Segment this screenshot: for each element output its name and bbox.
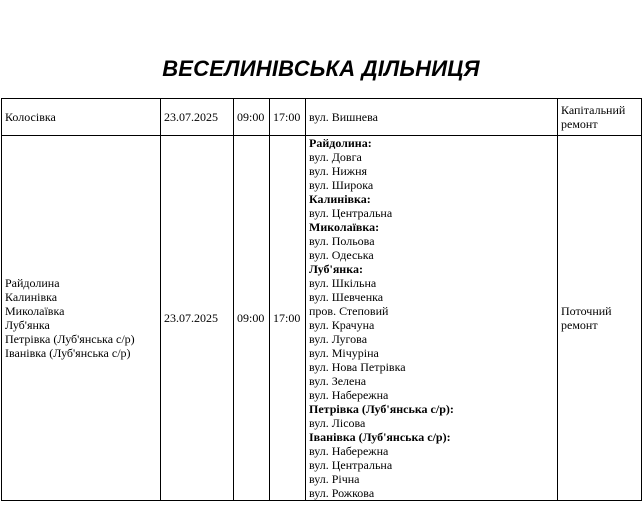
street-name: вул. Мічуріна bbox=[309, 346, 379, 360]
date-cell: 23.07.2025 bbox=[161, 99, 234, 136]
street-name: вул. Центральна bbox=[309, 206, 393, 220]
street-name: вул. Рожкова bbox=[309, 486, 375, 500]
street-name: вул. Одеська bbox=[309, 248, 374, 262]
locations-cell bbox=[2, 136, 161, 501]
street-name: вул. Набережна bbox=[309, 444, 389, 458]
end-time-cell: 17:00 bbox=[270, 99, 306, 136]
location-name: Райдолина bbox=[5, 276, 60, 290]
village-heading: Луб'янка: bbox=[309, 262, 363, 276]
street-name: вул. Шевченка bbox=[309, 290, 384, 304]
village-heading: Миколаївка: bbox=[309, 220, 380, 234]
table-row bbox=[2, 136, 642, 501]
street-name: вул. Лугова bbox=[309, 332, 368, 346]
end-time-cell: 17:00 bbox=[270, 136, 306, 501]
street-name: вул. Набережна bbox=[309, 388, 389, 402]
street-name: вул. Вишнева bbox=[309, 110, 378, 124]
work-type-cell: Капітальний ремонт bbox=[558, 99, 642, 136]
locations-cell bbox=[2, 99, 161, 136]
streets-cell bbox=[306, 99, 558, 136]
location-name: Колосівка bbox=[5, 110, 56, 124]
start-time-cell: 09:00 bbox=[234, 136, 270, 501]
village-heading: Іванівка (Луб'янська с/р): bbox=[309, 430, 451, 444]
start-time-cell: 09:00 bbox=[234, 99, 270, 136]
location-name: Петрівка (Луб'янська с/р) bbox=[5, 332, 135, 346]
work-type-cell: Поточний ремонт bbox=[558, 136, 642, 501]
table-row bbox=[2, 99, 642, 136]
village-heading: Райдолина: bbox=[309, 136, 372, 150]
streets-cell bbox=[306, 136, 558, 501]
street-name: вул. Річна bbox=[309, 472, 360, 486]
location-name: Калинівка bbox=[5, 290, 58, 304]
street-name: вул. Шкільна bbox=[309, 276, 377, 290]
street-name: вул. Лісова bbox=[309, 416, 366, 430]
street-name: вул. Нова Петрівка bbox=[309, 360, 406, 374]
street-name: вул. Центральна bbox=[309, 458, 393, 472]
date-cell: 23.07.2025 bbox=[161, 136, 234, 501]
street-name: вул. Широка bbox=[309, 178, 374, 192]
street-name: вул. Крачуна bbox=[309, 318, 375, 332]
village-heading: Калинівка: bbox=[309, 192, 371, 206]
outage-schedule-table bbox=[1, 98, 642, 501]
location-name: Миколаївка bbox=[5, 304, 65, 318]
location-name: Іванівка (Луб'янська с/р) bbox=[5, 346, 131, 360]
street-name: вул. Польова bbox=[309, 234, 375, 248]
street-name: вул. Зелена bbox=[309, 374, 367, 388]
location-name: Луб'янка bbox=[5, 318, 50, 332]
village-heading: Петрівка (Луб'янська с/р): bbox=[309, 402, 454, 416]
street-name: вул. Довга bbox=[309, 150, 362, 164]
street-name: пров. Степовий bbox=[309, 304, 389, 318]
street-name: вул. Нижня bbox=[309, 164, 368, 178]
page-title: ВЕСЕЛИНІВСЬКА ДІЛЬНИЦЯ bbox=[162, 56, 480, 81]
